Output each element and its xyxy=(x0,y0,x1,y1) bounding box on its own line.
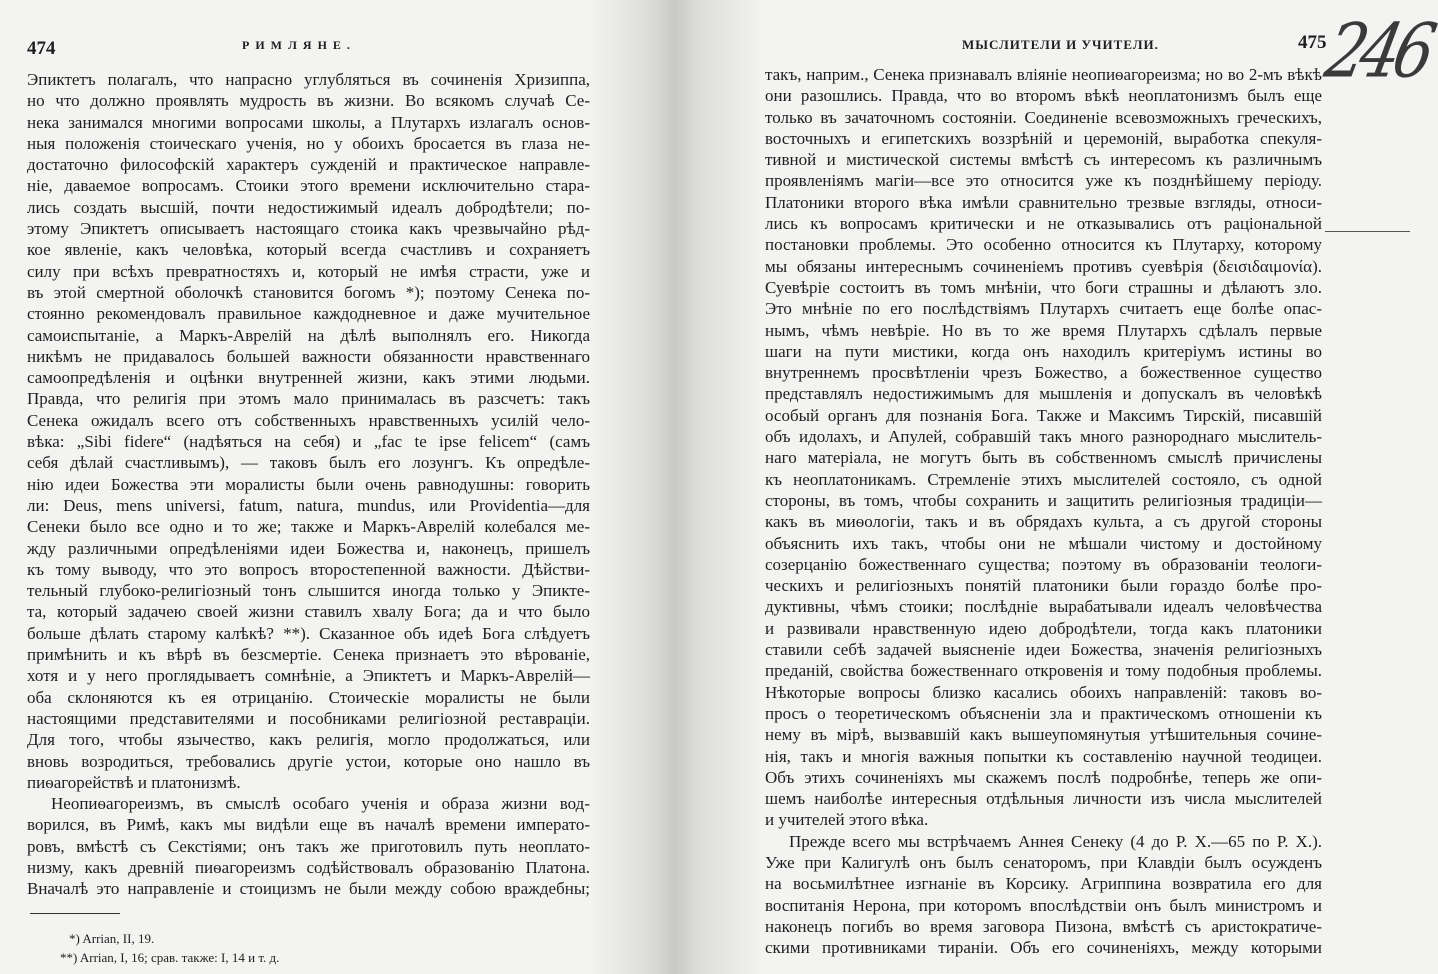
text-line: кое явленіе, какъ человѣка, который всегда счастливъ и сохраняетъ xyxy=(27,240,590,260)
text-line: низму, какъ древній пиѳагореизмъ содѣйствовалъ образованію Платона. xyxy=(27,857,590,877)
text-line: восточныхъ и египетскихъ воззрѣній и церемоній, выработка спекуля- xyxy=(765,128,1322,148)
text-line: Вначалѣ это направленіе и стоицизмъ не были между собою враждебны; xyxy=(27,879,590,899)
text-line: къ тому выводу, что это вопросъ второстепенной важности. Дѣйстви- xyxy=(27,559,590,579)
text-line: нека занимался многими вопросами школы, а Плутархъ излагалъ основ- xyxy=(27,112,590,132)
text-line: больше дѣлать старому калѣкѣ? **). Сказанное объ идеѣ Бога слѣдуетъ xyxy=(27,623,590,643)
text-line: и развивали нравственную идею добродѣтели, тогда какъ платоники xyxy=(765,618,1322,638)
text-line: объяснить ихъ такъ, чтобы они не мѣшали чистому и достойному xyxy=(765,533,1322,553)
text-line: только въ зачаточномъ состояніи. Соединеніе всевозможныхъ греческихъ, xyxy=(765,107,1322,127)
text-line: созерцанію божественнаго существа; поэтому въ образованіи теологи- xyxy=(765,554,1322,574)
running-head: МЫСЛИТЕЛИ И УЧИТЕЛИ. xyxy=(962,37,1159,52)
body-text xyxy=(27,69,590,900)
text-line: Для того, чтобы язычество, какъ религія, могло продолжаться, или xyxy=(27,730,590,750)
text-line: шаги на пути мистики, когда онъ находилъ критеріумъ истины во xyxy=(765,341,1322,361)
body-text xyxy=(765,64,1322,958)
text-line: на восьмилѣтнее изгнаніе въ Корсику. Агриппина возвратила его для xyxy=(765,874,1322,894)
text-line: вновь возродиться, требовались другіе устои, которые оно нашло въ xyxy=(27,751,590,771)
text-line: тельный глубоко-религіозный тонъ слышится иногда только у Эпикте- xyxy=(27,581,590,601)
text-line: и учителей этого вѣка. xyxy=(765,810,929,830)
text-line: нію идеи Божества эти моралисты были очень равнодушны: говорить xyxy=(27,474,590,494)
text-line: этому Эпиктетъ описываетъ настоящаго стоика какъ чрезвычайно рѣд- xyxy=(27,219,590,239)
text-line: Правда, что религія при этомъ мало принималась въ разсчетъ: такъ xyxy=(27,389,590,409)
text-line: себя дѣлай счастливымъ), — таковъ былъ его лозунгъ. Къ опредѣле- xyxy=(27,453,590,473)
text-line: Объ этихъ сочиненіяхъ мы скажемъ послѣ подробнѣе, теперь же опи- xyxy=(765,767,1322,787)
margin-mark-line xyxy=(1325,231,1410,232)
text-line: та, который задачею своей жизни ставилъ хвалу Бога; да и что было xyxy=(27,602,590,622)
text-line: пиѳагорействѣ и платонизмѣ. xyxy=(27,772,241,792)
text-line: дуктивны, чѣмъ стоики; послѣдніе вырабатывали идеалъ человѣчества xyxy=(765,597,1322,617)
text-line: представлялъ недостижимымъ для мышленія и допускалъ въ человѣкѣ xyxy=(765,384,1322,404)
text-line: наго матеріала, не могутъ быть въ собственномъ смыслѣ причислены xyxy=(765,448,1322,468)
text-line: настоящими представителями и пособниками религіозной реставраціи. xyxy=(27,708,590,728)
text-line: ставили себѣ задачей выясненіе идеи Божества, значенія религіозныхъ xyxy=(765,640,1322,660)
text-line: но что должно проявлять мудрость въ жизни. Во всякомъ случаѣ Се- xyxy=(27,91,590,111)
text-line: просъ о теоретическомъ объясненіи зла и практическомъ отношеніи къ xyxy=(765,703,1322,723)
text-line: нымъ, чѣмъ невѣріе. Но въ то же время Плутархъ сдѣлалъ первые xyxy=(765,320,1322,340)
text-line: нія, такъ и многія важныя попытки къ составленію научной теодицеи. xyxy=(765,746,1322,766)
text-line: оба склоняются къ ея отрицанію. Стоическіе моралисты не были xyxy=(27,687,590,707)
text-line: нему въ мірѣ, вызвавшій какъ вышеупомянутыя утѣшительныя сочине- xyxy=(765,725,1322,745)
text-line: постановки проблемы. Это особенно относится къ Плутарху, которому xyxy=(765,235,1322,255)
text-line: никѣмъ не придавалось большей важности обязанности нравственнаго xyxy=(27,346,590,366)
text-line: въ этой смертной оболочкѣ становится богомъ *); поэтому Сенека по- xyxy=(27,282,590,302)
text-line: жду различными опредѣленіями идеи Божества и, наконецъ, пришелъ xyxy=(27,538,590,558)
text-line: они разошлись. Правда, что во второмъ вѣкѣ неоплатонизмъ былъ еще xyxy=(765,86,1322,106)
page-number: 475 xyxy=(1298,32,1327,53)
text-line: вѣка: „Sibi fidere“ (надѣяться на себя) и „fac te ipse felicem“ (самъ xyxy=(27,432,590,452)
text-line: стоянно рекомендовалъ правильное каждодневное и даже мучительное xyxy=(27,304,590,324)
text-line: лись создать высшій, почти недостижимый идеалъ добродѣтели; по- xyxy=(27,197,590,217)
text-line: ныя положенія стоическаго ученія, но у обоихъ бросается въ глаза не- xyxy=(27,133,590,153)
text-line: ворился, въ Римѣ, какъ мы видѣли еще въ началѣ времени императо- xyxy=(27,815,590,835)
text-line: лись къ вопросамъ критически и не отказывались отъ раціональной xyxy=(765,214,1322,234)
text-line: къ неоплатоникамъ. Стремленіе этихъ мыслителей состояло, съ одной xyxy=(765,469,1322,489)
text-line: скими противниками тираніи. Объ его сочиненіяхъ, между которыми xyxy=(765,938,1322,958)
footnote: *) Arrian, II, 19. xyxy=(69,931,155,946)
text-line: примѣнить и къ вѣрѣ въ безсмертіе. Сенека признаетъ это вѣрованіе, xyxy=(27,645,590,665)
text-line: Это мнѣніе по его послѣдствіямъ Плутархъ считаетъ еще болѣе опас- xyxy=(765,299,1322,319)
running-head: РИМЛЯНЕ. xyxy=(242,38,356,52)
text-line: Прежде всего мы встрѣчаемъ Аннея Сенеку (4 до Р. Х.—65 по Р. Х.). xyxy=(789,831,1322,851)
handwritten-folio-number: 246 xyxy=(1318,6,1438,95)
text-line: ли: Deus, mens universi, fatum, natura, mundus, или Providentia—для xyxy=(27,495,590,515)
text-line: такъ, наприм., Сенека признавалъ вліяніе неопиѳагореизма; но во 2-мъ вѣкѣ xyxy=(765,65,1322,84)
text-line: ніе, даваемое вопросамъ. Стоики этого времени исключительно стара- xyxy=(27,176,590,196)
text-line: объ идолахъ, и Апулей, собравшій такъ много разнороднаго мыслитель- xyxy=(765,427,1322,447)
footnote: **) Arrian, I, 16; срав. также: I, 14 и т. д. xyxy=(60,950,280,965)
text-line: Неопиѳагореизмъ, въ смыслѣ особаго ученія и образа жизни вод- xyxy=(51,794,590,814)
text-line: достаточно философскій характеръ сужденій и практическое направле- xyxy=(27,155,590,175)
text-line: ческихъ и религіозныхъ понятій платоники были гораздо болѣе про- xyxy=(765,576,1322,596)
text-line: внутреннемъ просвѣтленіи чрезъ Божество, а божественное существо xyxy=(765,363,1322,383)
text-line: Сенеки было все одно и то же; также и Маркъ-Аврелій колебался ме- xyxy=(27,517,590,537)
book-gutter-shadow xyxy=(590,0,760,974)
page-number: 474 xyxy=(27,38,56,59)
text-line: стороны, въ томъ, чтобы сохранить и защитить религіозныя традиціи— xyxy=(765,490,1322,510)
text-line: ровъ, вмѣстѣ съ Секстіями; онъ такъ же приготовилъ путь неоплато- xyxy=(27,836,590,856)
text-line: наконецъ погибъ во время заговора Пизона, вмѣстѣ съ аристократиче- xyxy=(765,916,1322,936)
footnote-rule xyxy=(30,913,120,914)
text-line: самоопредѣленія и оцѣнки внутренней жизни, какъ этими людьми. xyxy=(27,368,590,388)
text-line: самоиспытаніе, а Маркъ-Аврелій на дѣлѣ выполнялъ его. Никогда xyxy=(27,325,590,345)
text-line: Уже при Калигулѣ онъ былъ сенаторомъ, при Клавдіи былъ осужденъ xyxy=(765,852,1322,872)
text-line: силу при всѣхъ превратностяхъ и, который не имѣя страсти, уже и xyxy=(27,261,590,281)
text-line: преданій, свойства божественнаго откровенія и тому подобныя проблемы. xyxy=(765,661,1322,681)
text-line: Платоники второго вѣка имѣли сравнительно трезвые взгляды, относи- xyxy=(765,192,1322,212)
text-line: Суевѣріе состоитъ въ томъ мнѣніи, что боги страшны и дѣлаютъ зло. xyxy=(765,277,1322,297)
text-line: особый органъ для познанія Бога. Также и Максимъ Тирскій, писавшій xyxy=(765,405,1322,425)
text-line: Сенека ожидалъ всего отъ собственныхъ нравственныхъ усилій чело- xyxy=(27,410,590,430)
text-line: мы обязаны интереснымъ сочиненіемъ противъ суевѣрія (δεισιδαιμονία). xyxy=(765,256,1322,276)
text-line: воспитанія Нерона, при которомъ впослѣдствіи онъ былъ министромъ и xyxy=(765,895,1322,915)
text-line: хотя и у него проглядываетъ сомнѣніе, а Эпиктетъ и Маркъ-Аврелій— xyxy=(27,666,590,686)
text-line: Эпиктетъ полагалъ, что напрасно углубляться въ сочиненія Хризиппа, xyxy=(27,70,590,89)
text-line: Нѣкоторые вопросы близко касались обоихъ направленій: таковъ во- xyxy=(765,682,1322,702)
text-line: шемъ наиболѣе интересныя отдѣльныя личности изъ числа мыслителей xyxy=(765,789,1322,809)
text-line: тивной и мистической системы вмѣстѣ съ интересомъ къ различнымъ xyxy=(765,150,1322,170)
text-line: проявленіямъ магіи—все это относится уже къ позднѣйшему періоду. xyxy=(765,171,1322,191)
text-line: какъ въ миѳологіи, такъ и въ обрядахъ культа, а съ другой стороны xyxy=(765,512,1322,532)
